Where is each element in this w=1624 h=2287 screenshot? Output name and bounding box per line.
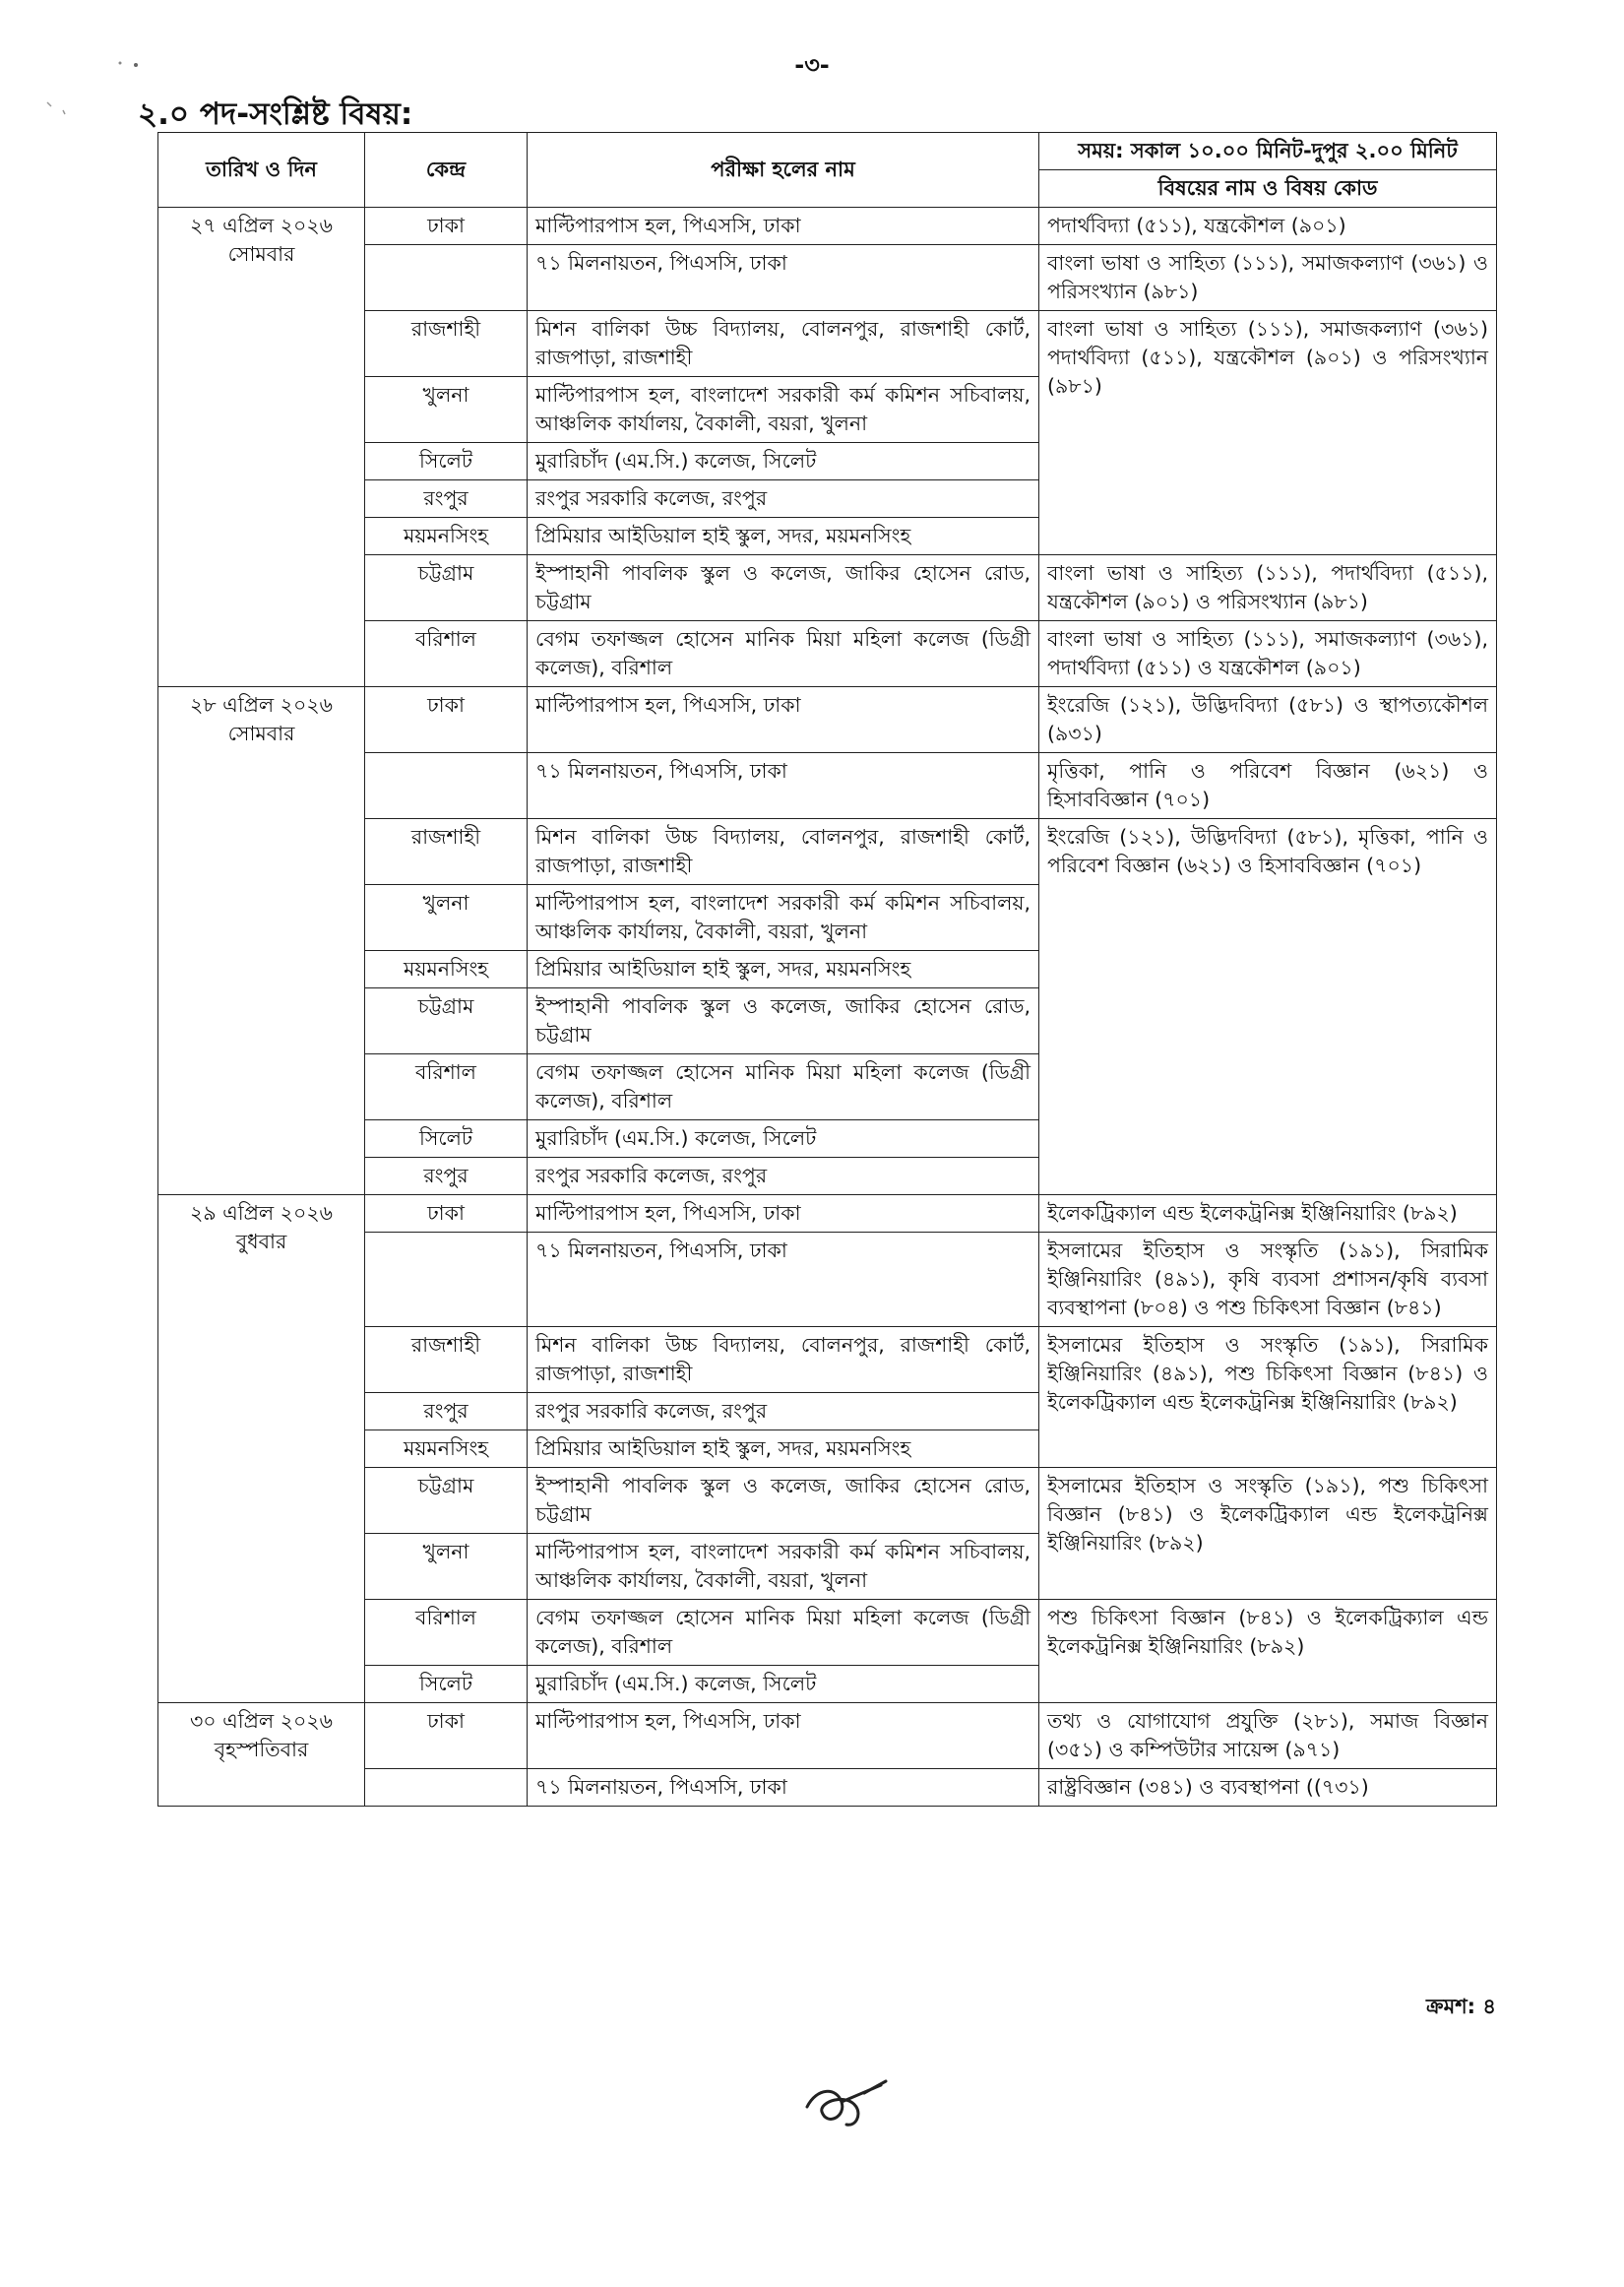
hall-cell: মিশন বালিকা উচ্চ বিদ্যালয়, বোলনপুর, রাজশাহী কোর্ট, রাজপাড়া, রাজশাহী — [528, 311, 1039, 377]
weekday-text: বুধবার — [235, 1230, 287, 1253]
header-time: সময়: সকাল ১০.০০ মিনিট-দুপুর ২.০০ মিনিট — [1039, 133, 1497, 170]
center-cell: চট্টগ্রাম — [365, 555, 528, 621]
center-cell: সিলেট — [365, 1120, 528, 1158]
center-cell: রাজশাহী — [365, 1327, 528, 1393]
date-cell — [158, 1195, 365, 1703]
date-text: ৩০ এপ্রিল ২০২৬ — [189, 1709, 334, 1733]
section-heading: ২.০ পদ-সংশ্লিষ্ট বিষয়: — [138, 96, 413, 132]
subject-cell: ইসলামের ইতিহাস ও সংস্কৃতি (১৯১), সিরামিক ইঞ্জিনিয়ারিং (৪৯১), পশু চিকিৎসা বিজ্ঞান (৮৪১) ও ইলেকট্রিক্যাল এন্ড ইলেকট্রনিক্স ইঞ্জিনিয়ারিং (৮৯২) — [1039, 1327, 1497, 1468]
center-cell: ময়মনসিংহ — [365, 518, 528, 555]
hall-cell: রংপুর সরকারি কলেজ, রংপুর — [528, 480, 1039, 518]
hall-cell: মাল্টিপারপাস হল, বাংলাদেশ সরকারী কর্ম কমিশন সচিবালয়, আঞ্চলিক কার্যালয়, বৈকালী, বয়রা, খুলনা — [528, 377, 1039, 443]
subject-cell: বাংলা ভাষা ও সাহিত্য (১১১), সমাজকল্যাণ (৩৬১), পদার্থবিদ্যা (৫১১) ও যন্ত্রকৌশল (৯০১) — [1039, 621, 1497, 687]
subject-cell: ইংরেজি (১২১), উদ্ভিদবিদ্যা (৫৮১) ও স্থাপত্যকৌশল (৯৩১) — [1039, 687, 1497, 753]
scan-speck-icon — [43, 98, 73, 118]
page-number: -৩- — [794, 51, 830, 79]
center-cell: খুলনা — [365, 1534, 528, 1600]
scan-speck-icon — [116, 57, 142, 71]
subject-cell: পদার্থবিদ্যা (৫১১), যন্ত্রকৌশল (৯০১) — [1039, 208, 1497, 245]
subject-cell: ইসলামের ইতিহাস ও সংস্কৃতি (১৯১), পশু চিকিৎসা বিজ্ঞান (৮৪১) ও ইলেকট্রিক্যাল এন্ড ইলেকট্রনিক্স ইঞ্জিনিয়ারিং (৮৯২) — [1039, 1468, 1497, 1600]
center-cell: বরিশাল — [365, 1600, 528, 1666]
subject-cell: ইংরেজি (১২১), উদ্ভিদবিদ্যা (৫৮১), মৃত্তিকা, পানি ও পরিবেশ বিজ্ঞান (৬২১) ও হিসাববিজ্ঞান (৭০১) — [1039, 819, 1497, 1195]
continued-note: ক্রমশ: ৪ — [1426, 1995, 1496, 2018]
hall-cell: রংপুর সরকারি কলেজ, রংপুর — [528, 1393, 1039, 1430]
hall-cell: মাল্টিপারপাস হল, বাংলাদেশ সরকারী কর্ম কমিশন সচিবালয়, আঞ্চলিক কার্যালয়, বৈকালী, বয়রা, খুলনা — [528, 1534, 1039, 1600]
center-cell — [365, 245, 528, 311]
subject-cell: ইলেকট্রিক্যাল এন্ড ইলেকট্রনিক্স ইঞ্জিনিয়ারিং (৮৯২) — [1039, 1195, 1497, 1233]
hall-cell: বেগম তফাজ্জল হোসেন মানিক মিয়া মহিলা কলেজ (ডিগ্রী কলেজ), বরিশাল — [528, 1054, 1039, 1120]
exam-schedule-table — [157, 132, 1497, 1807]
hall-cell: মুরারিচাঁদ (এম.সি.) কলেজ, সিলেট — [528, 443, 1039, 480]
hall-cell: মাল্টিপারপাস হল, পিএসসি, ঢাকা — [528, 1195, 1039, 1233]
subject-cell: বাংলা ভাষা ও সাহিত্য (১১১), পদার্থবিদ্যা (৫১১), যন্ত্রকৌশল (৯০১) ও পরিসংখ্যান (৯৮১) — [1039, 555, 1497, 621]
header-hall: পরীক্ষা হলের নাম — [528, 133, 1039, 208]
subject-cell: রাষ্ট্রবিজ্ঞান (৩৪১) ও ব্যবস্থাপনা ((৭৩১) — [1039, 1769, 1497, 1807]
table-row — [158, 208, 1497, 245]
date-cell — [158, 208, 365, 687]
hall-cell: ৭১ মিলনায়তন, পিএসসি, ঢাকা — [528, 245, 1039, 311]
center-cell: রংপুর — [365, 1393, 528, 1430]
center-cell: চট্টগ্রাম — [365, 1468, 528, 1534]
signature-icon — [787, 2067, 906, 2136]
table-row — [158, 1703, 1497, 1769]
hall-cell: ৭১ মিলনায়তন, পিএসসি, ঢাকা — [528, 1233, 1039, 1327]
subject-cell: ইসলামের ইতিহাস ও সংস্কৃতি (১৯১), সিরামিক ইঞ্জিনিয়ারিং (৪৯১), কৃষি ব্যবসা প্রশাসন/কৃষি ব্যবসা ব্যবস্থাপনা (৮০৪) ও পশু চিকিৎসা বিজ্ঞান (৮৪১) — [1039, 1233, 1497, 1327]
subject-cell: মৃত্তিকা, পানি ও পরিবেশ বিজ্ঞান (৬২১) ও হিসাববিজ্ঞান (৭০১) — [1039, 753, 1497, 819]
center-cell: ঢাকা — [365, 687, 528, 753]
center-cell — [365, 753, 528, 819]
center-cell: ঢাকা — [365, 1703, 528, 1769]
center-cell: ঢাকা — [365, 208, 528, 245]
date-text: ২৯ এপ্রিল ২০২৬ — [189, 1201, 334, 1225]
center-cell: ময়মনসিংহ — [365, 1430, 528, 1468]
weekday-text: বৃহস্পতিবার — [214, 1738, 309, 1761]
hall-cell: মাল্টিপারপাস হল, পিএসসি, ঢাকা — [528, 208, 1039, 245]
hall-cell: প্রিমিয়ার আইডিয়াল হাই স্কুল, সদর, ময়মনসিংহ — [528, 1430, 1039, 1468]
center-cell — [365, 1769, 528, 1807]
center-cell: খুলনা — [365, 377, 528, 443]
hall-cell: মিশন বালিকা উচ্চ বিদ্যালয়, বোলনপুর, রাজশাহী কোর্ট, রাজপাড়া, রাজশাহী — [528, 819, 1039, 885]
hall-cell: রংপুর সরকারি কলেজ, রংপুর — [528, 1158, 1039, 1195]
center-cell: সিলেট — [365, 443, 528, 480]
hall-cell: মাল্টিপারপাস হল, পিএসসি, ঢাকা — [528, 1703, 1039, 1769]
header-date: তারিখ ও দিন — [158, 133, 365, 208]
hall-cell: বেগম তফাজ্জল হোসেন মানিক মিয়া মহিলা কলেজ (ডিগ্রী কলেজ), বরিশাল — [528, 1600, 1039, 1666]
center-cell: রাজশাহী — [365, 819, 528, 885]
center-cell: রাজশাহী — [365, 311, 528, 377]
hall-cell: ইস্পাহানী পাবলিক স্কুল ও কলেজ, জাকির হোসেন রোড, চট্টগ্রাম — [528, 1468, 1039, 1534]
hall-cell: মাল্টিপারপাস হল, বাংলাদেশ সরকারী কর্ম কমিশন সচিবালয়, আঞ্চলিক কার্যালয়, বৈকালী, বয়রা, খুলনা — [528, 885, 1039, 951]
center-cell: খুলনা — [365, 885, 528, 951]
center-cell: বরিশাল — [365, 1054, 528, 1120]
date-text: ২৮ এপ্রিল ২০২৬ — [189, 693, 334, 717]
center-cell: ময়মনসিংহ — [365, 951, 528, 988]
table-row — [158, 687, 1497, 753]
table-row — [158, 1195, 1497, 1233]
center-cell: রংপুর — [365, 480, 528, 518]
weekday-text: সোমবার — [227, 242, 295, 266]
hall-cell: মুরারিচাঁদ (এম.সি.) কলেজ, সিলেট — [528, 1666, 1039, 1703]
hall-cell: ৭১ মিলনায়তন, পিএসসি, ঢাকা — [528, 753, 1039, 819]
center-cell — [365, 1233, 528, 1327]
hall-cell: বেগম তফাজ্জল হোসেন মানিক মিয়া মহিলা কলেজ (ডিগ্রী কলেজ), বরিশাল — [528, 621, 1039, 687]
subject-cell: তথ্য ও যোগাযোগ প্রযুক্তি (২৮১), সমাজ বিজ্ঞান (৩৫১) ও কম্পিউটার সায়েন্স (৯৭১) — [1039, 1703, 1497, 1769]
hall-cell: মাল্টিপারপাস হল, পিএসসি, ঢাকা — [528, 687, 1039, 753]
hall-cell: প্রিমিয়ার আইডিয়াল হাই স্কুল, সদর, ময়মনসিংহ — [528, 518, 1039, 555]
center-cell: রংপুর — [365, 1158, 528, 1195]
weekday-text: সোমবার — [227, 722, 295, 745]
hall-cell: মুরারিচাঁদ (এম.সি.) কলেজ, সিলেট — [528, 1120, 1039, 1158]
subject-cell: পশু চিকিৎসা বিজ্ঞান (৮৪১) ও ইলেকট্রিক্যাল এন্ড ইলেকট্রনিক্স ইঞ্জিনিয়ারিং (৮৯২) — [1039, 1600, 1497, 1703]
center-cell: ঢাকা — [365, 1195, 528, 1233]
subject-cell: বাংলা ভাষা ও সাহিত্য (১১১), সমাজকল্যাণ (৩৬১) পদার্থবিদ্যা (৫১১), যন্ত্রকৌশল (৯০১) ও পরিসংখ্যান (৯৮১) — [1039, 311, 1497, 555]
hall-cell: প্রিমিয়ার আইডিয়াল হাই স্কুল, সদর, ময়মনসিংহ — [528, 951, 1039, 988]
date-cell — [158, 687, 365, 1195]
header-subject: বিষয়ের নাম ও বিষয় কোড — [1039, 170, 1497, 208]
hall-cell: ইস্পাহানী পাবলিক স্কুল ও কলেজ, জাকির হোসেন রোড, চট্টগ্রাম — [528, 988, 1039, 1054]
center-cell: সিলেট — [365, 1666, 528, 1703]
hall-cell: ৭১ মিলনায়তন, পিএসসি, ঢাকা — [528, 1769, 1039, 1807]
date-cell — [158, 1703, 365, 1807]
subject-cell: বাংলা ভাষা ও সাহিত্য (১১১), সমাজকল্যাণ (৩৬১) ও পরিসংখ্যান (৯৮১) — [1039, 245, 1497, 311]
header-center: কেন্দ্র — [365, 133, 528, 208]
center-cell: চট্টগ্রাম — [365, 988, 528, 1054]
hall-cell: মিশন বালিকা উচ্চ বিদ্যালয়, বোলনপুর, রাজশাহী কোর্ট, রাজপাড়া, রাজশাহী — [528, 1327, 1039, 1393]
hall-cell: ইস্পাহানী পাবলিক স্কুল ও কলেজ, জাকির হোসেন রোড, চট্টগ্রাম — [528, 555, 1039, 621]
date-text: ২৭ এপ্রিল ২০২৬ — [189, 214, 334, 237]
center-cell: বরিশাল — [365, 621, 528, 687]
